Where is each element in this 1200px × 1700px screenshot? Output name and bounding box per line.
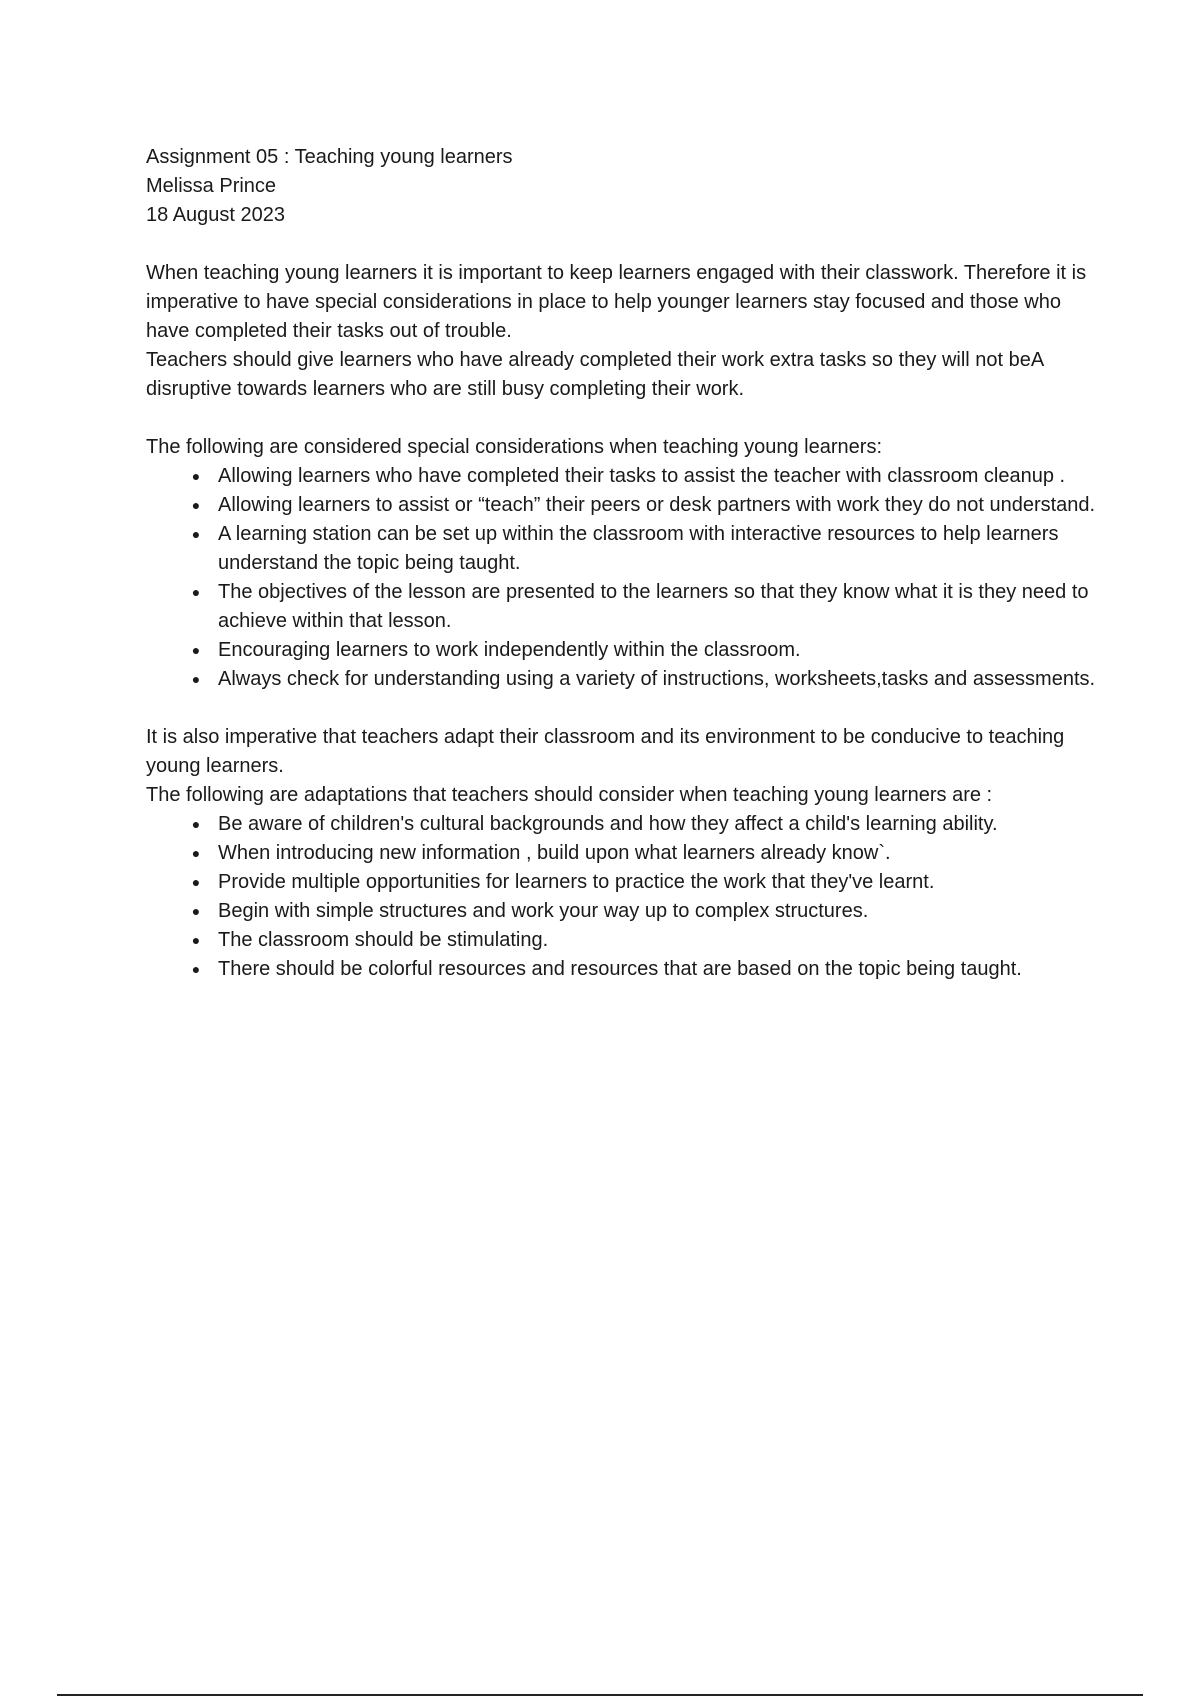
author-name: Melissa Prince xyxy=(146,175,277,197)
list-item xyxy=(146,520,1096,578)
adaptations-section xyxy=(146,723,1096,984)
list-item xyxy=(146,955,1096,984)
list-item-text: A learning station can be set up within the classroom with interactive resources to help learners understand the topic being taught. xyxy=(218,523,1059,574)
bullet-icon: ● xyxy=(191,845,201,861)
list-item xyxy=(146,665,1096,694)
list-item-text: Encouraging learners to work independently within the classroom. xyxy=(218,639,801,661)
list-item-text: The classroom should be stimulating. xyxy=(218,929,549,951)
considerations-section xyxy=(146,433,1096,694)
bullet-icon: ● xyxy=(191,584,201,600)
adaptations-paragraph: It is also imperative that teachers adapt their classroom and its environment to be conducive to teaching young learners. xyxy=(146,726,1065,777)
list-item xyxy=(146,926,1096,955)
document-header xyxy=(146,143,1096,230)
intro-paragraph-2: Teachers should give learners who have already completed their work extra tasks so they will not beA disruptive towards learners who are still busy completing their work. xyxy=(146,349,1044,400)
intro-section xyxy=(146,259,1096,404)
assignment-title: Assignment 05 : Teaching young learners xyxy=(146,146,513,168)
intro-paragraph: When teaching young learners it is important to keep learners engaged with their classwork. Therefore it is imperative to have special considerations in place to help younger learners stay focused and those who have completed their tasks out of trouble. xyxy=(146,262,1087,342)
adaptations-list xyxy=(146,810,1096,984)
bullet-icon: ● xyxy=(191,816,201,832)
bullet-icon: ● xyxy=(191,497,201,513)
footer-divider xyxy=(57,1694,1143,1696)
list-item-text: Allowing learners to assist or “teach” their peers or desk partners with work they do not understand. xyxy=(218,494,1096,516)
list-item-text: Always check for understanding using a variety of instructions, worksheets,tasks and assessments. xyxy=(218,668,1096,690)
list-item-text: Be aware of children's cultural backgrounds and how they affect a child's learning ability. xyxy=(218,813,998,835)
list-item-text: Allowing learners who have completed their tasks to assist the teacher with classroom cleanup . xyxy=(218,465,1066,487)
list-item xyxy=(146,578,1096,636)
list-item xyxy=(146,868,1096,897)
bullet-icon: ● xyxy=(191,526,201,542)
bullet-icon: ● xyxy=(191,874,201,890)
bullet-icon: ● xyxy=(191,671,201,687)
list-item-text: There should be colorful resources and resources that are based on the topic being taught. xyxy=(218,958,1022,980)
list-item xyxy=(146,897,1096,926)
considerations-list xyxy=(146,462,1096,694)
list-item-text: Provide multiple opportunities for learners to practice the work that they've learnt. xyxy=(218,871,935,893)
list-item xyxy=(146,462,1096,491)
list-item xyxy=(146,810,1096,839)
bullet-icon: ● xyxy=(191,903,201,919)
bullet-icon: ● xyxy=(191,642,201,658)
bullet-icon: ● xyxy=(191,468,201,484)
list-item xyxy=(146,636,1096,665)
adaptations-lead: The following are adaptations that teachers should consider when teaching young learners are : xyxy=(146,784,993,806)
document-page xyxy=(146,143,1096,984)
bullet-icon: ● xyxy=(191,932,201,948)
list-item xyxy=(146,839,1096,868)
list-item-text: Begin with simple structures and work your way up to complex structures. xyxy=(218,900,869,922)
considerations-lead: The following are considered special considerations when teaching young learners: xyxy=(146,436,882,458)
list-item-text: The objectives of the lesson are presented to the learners so that they know what it is they need to achieve within that lesson. xyxy=(218,581,1089,632)
bullet-icon: ● xyxy=(191,961,201,977)
document-date: 18 August 2023 xyxy=(146,204,286,226)
list-item-text: When introducing new information , build upon what learners already know`. xyxy=(218,842,891,864)
list-item xyxy=(146,491,1096,520)
